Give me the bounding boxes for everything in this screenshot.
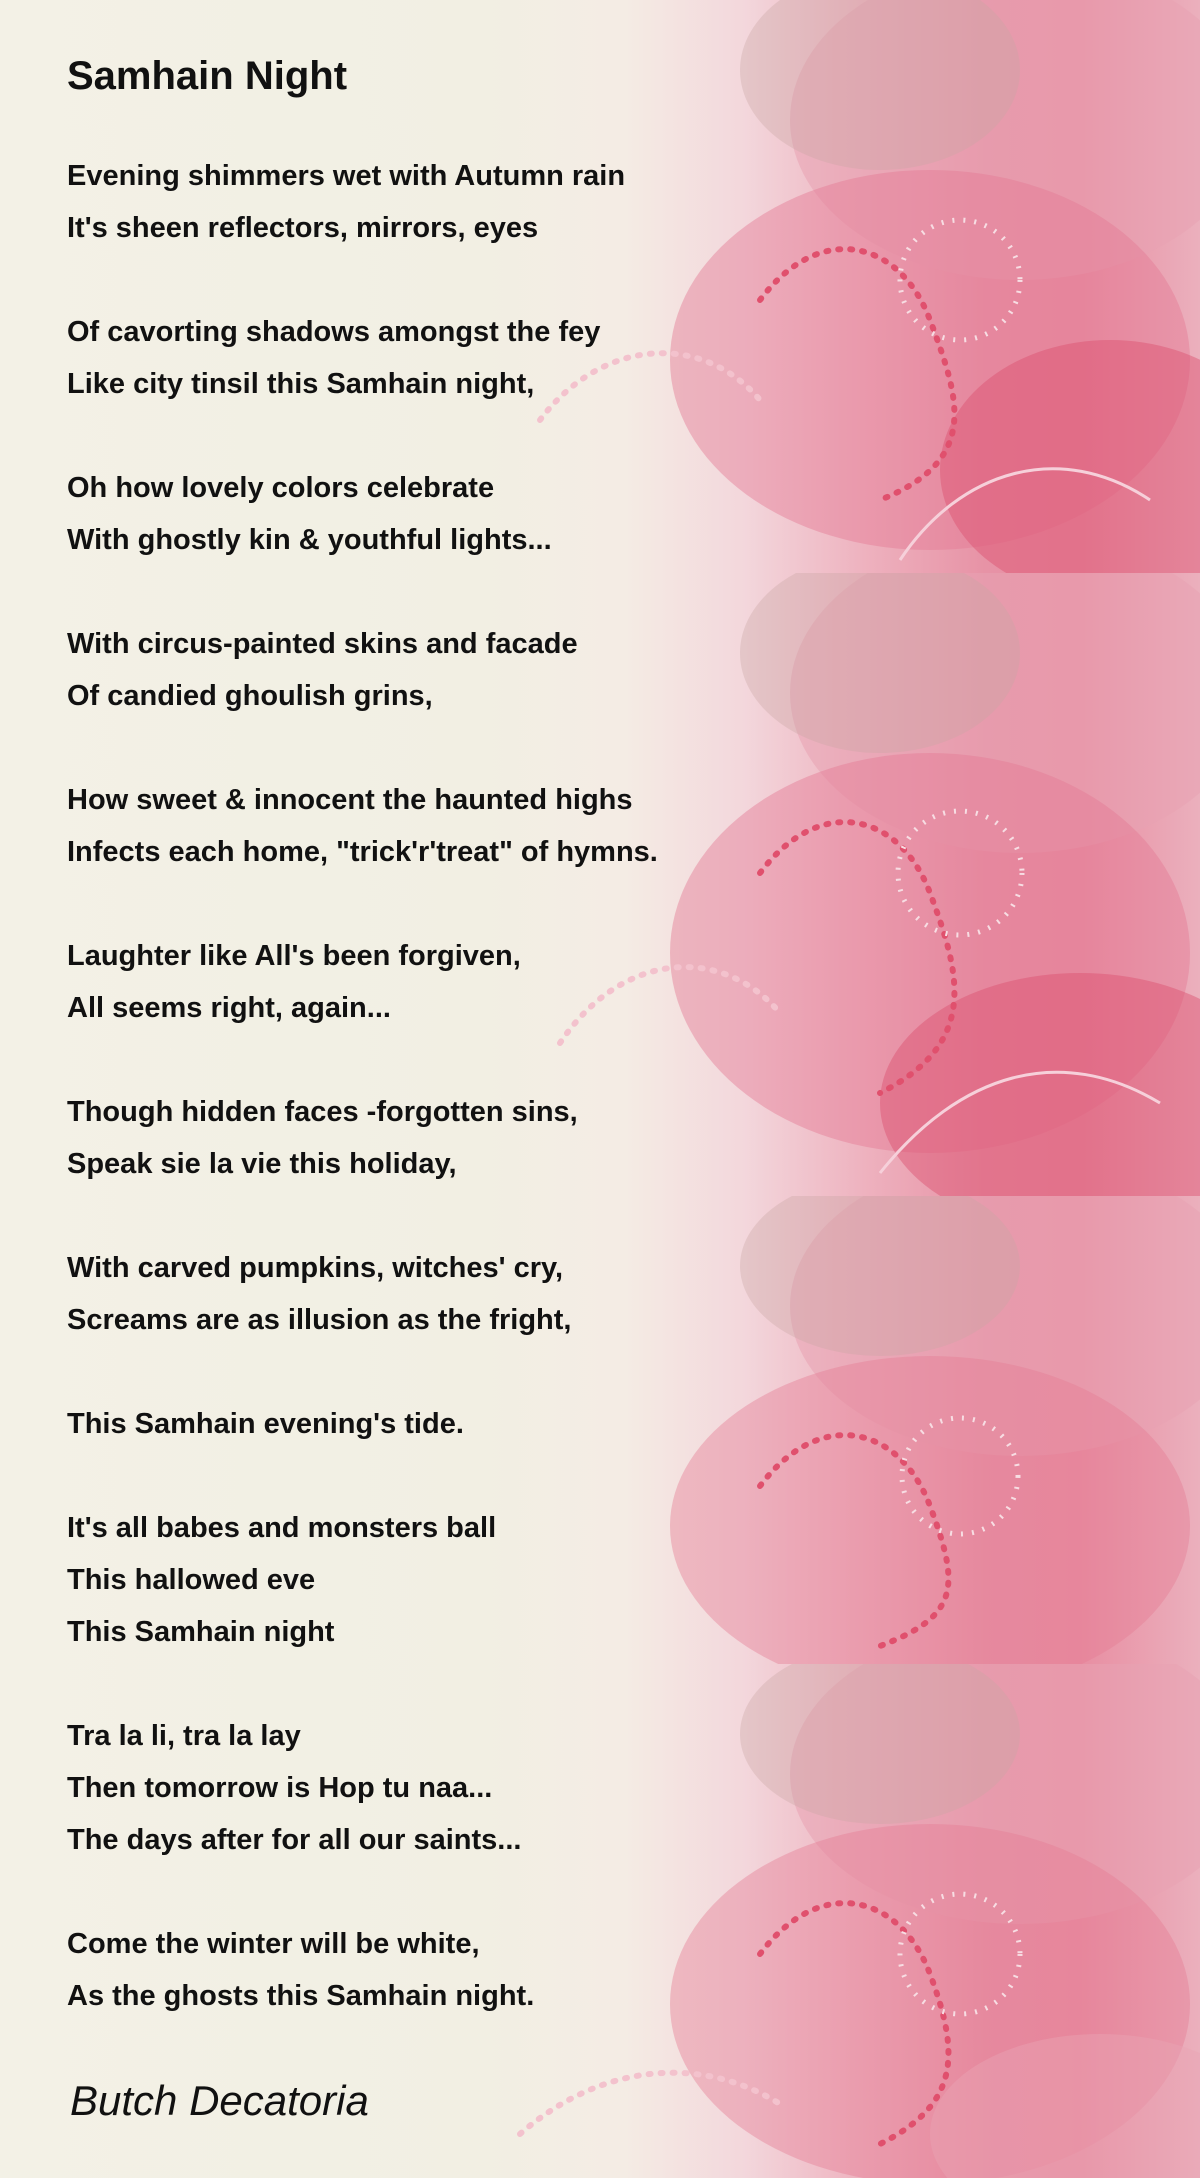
poem-line: With circus-painted skins and facade bbox=[67, 628, 578, 660]
poem-stanza bbox=[67, 1086, 658, 1190]
poem-stanza bbox=[67, 150, 658, 254]
poem-line: Of candied ghoulish grins, bbox=[67, 680, 433, 712]
poem-stanza bbox=[67, 1242, 658, 1346]
poem-title: Samhain Night bbox=[67, 54, 348, 98]
poem-line: It's sheen reflectors, mirrors, eyes bbox=[67, 212, 539, 244]
poem-line: As the ghosts this Samhain night. bbox=[67, 1980, 535, 2012]
poem-line: All seems right, again... bbox=[67, 992, 391, 1024]
poem-line: Though hidden faces -forgotten sins, bbox=[67, 1096, 578, 1128]
poem-stanza bbox=[67, 774, 658, 878]
poem-stanza bbox=[67, 930, 658, 1034]
poem-line: This hallowed eve bbox=[67, 1564, 316, 1596]
poem-body bbox=[67, 150, 658, 2074]
poem-line: Laughter like All's been forgiven, bbox=[67, 940, 521, 972]
poem-line: The days after for all our saints... bbox=[67, 1824, 522, 1856]
poem-stanza bbox=[67, 1918, 658, 2022]
poem-line: Infects each home, "trick'r'treat" of hymns. bbox=[67, 836, 658, 868]
poem-line: Evening shimmers wet with Autumn rain bbox=[67, 160, 626, 192]
poem-line: Tra la li, tra la lay bbox=[67, 1720, 301, 1752]
poem-line: Oh how lovely colors celebrate bbox=[67, 472, 495, 504]
poem-stanza bbox=[67, 1502, 658, 1658]
poem-line: It's all babes and monsters ball bbox=[67, 1512, 497, 1544]
poem-line: With ghostly kin & youthful lights... bbox=[67, 524, 552, 556]
poem-line: Come the winter will be white, bbox=[67, 1928, 480, 1960]
poem-line: Like city tinsil this Samhain night, bbox=[67, 368, 535, 400]
poem-line: Speak sie la vie this holiday, bbox=[67, 1148, 457, 1180]
poem-line: How sweet & innocent the haunted highs bbox=[67, 784, 633, 816]
poem-line: With carved pumpkins, witches' cry, bbox=[67, 1252, 564, 1284]
poem-stanza bbox=[67, 618, 658, 722]
poem-stanza bbox=[67, 462, 658, 566]
poem-stanza bbox=[67, 1710, 658, 1866]
poem-line: This Samhain night bbox=[67, 1616, 335, 1648]
poem-line: Of cavorting shadows amongst the fey bbox=[67, 316, 601, 348]
poem-stanza bbox=[67, 1398, 658, 1450]
poem-line: Screams are as illusion as the fright, bbox=[67, 1304, 572, 1336]
poem-author: Butch Decatoria bbox=[70, 2077, 369, 2124]
poem-line: Then tomorrow is Hop tu naa... bbox=[67, 1772, 493, 1804]
poem-line: This Samhain evening's tide. bbox=[67, 1408, 464, 1440]
poem-stanza bbox=[67, 306, 658, 410]
